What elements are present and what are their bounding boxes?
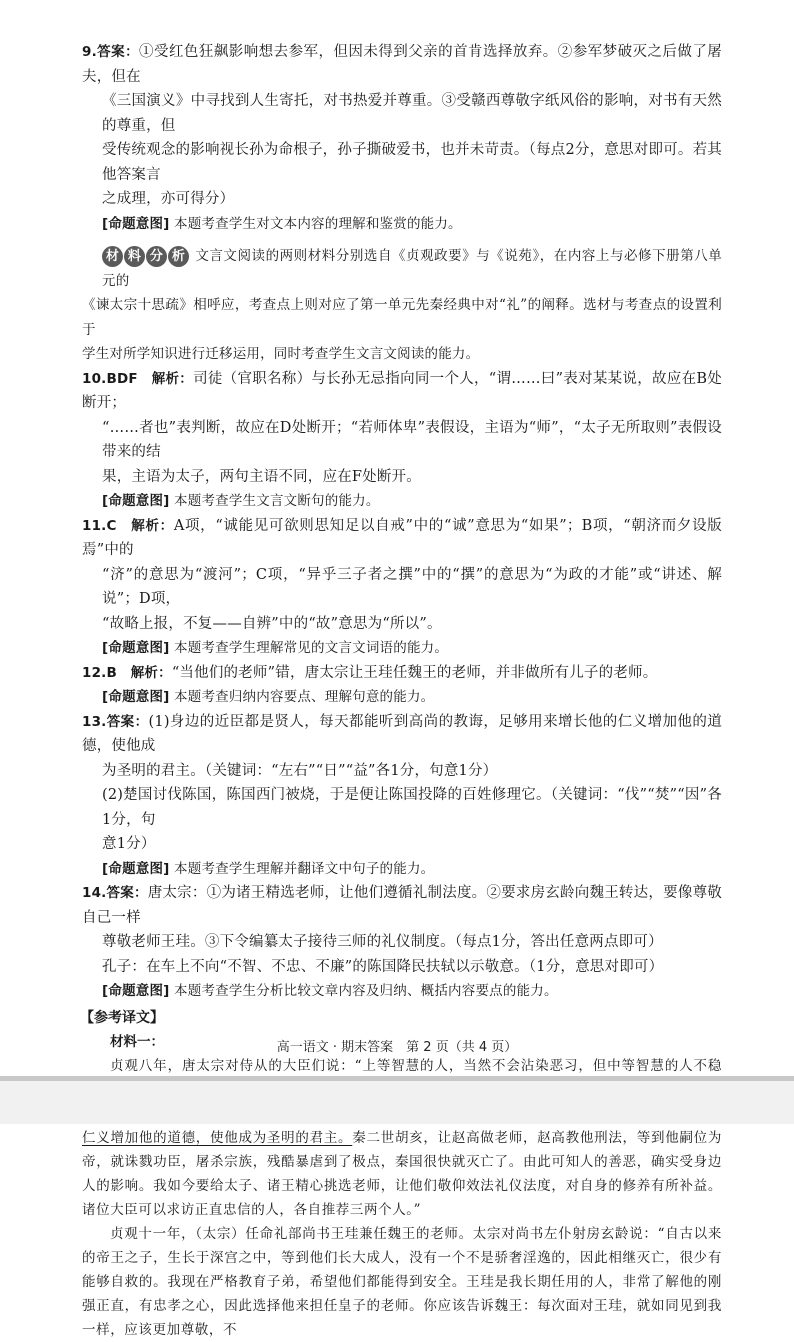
q13-line-2: 为圣明的君主。（关键词：“左右”“日”“益”各1分，句意1分） — [102, 762, 498, 779]
translation-paragraph-2: 贞观十一年，（太宗）任命礼部尚书王珪兼任魏王的老师。太宗对尚书左仆射房玄龄说：“自古以来的帝王之子，生长于深宫之中，等到他们长大成人，没有一个不是骄奢淫逸的，因此相继灭亡，很少有能够自救的。我现在严格教育子弟，希望他们都能得到安全。王珪是我长期任用的人，非常了解他的刚强正直，有忠孝之心，因此选择他来担任皇子的老师。你应该告诉魏王：每次面对王珪，就如同见到我一样，应该更加尊敬，不 — [82, 1225, 722, 1338]
q9-line-2: 《三国演义》中寻找到人生寄托，对书热爱并尊重。③受赣西尊敬字纸风俗的影响，对书有天然的尊重，但 — [102, 93, 722, 134]
q12-intent: 本题考查归纳内容要点、理解句意的能力。 — [174, 689, 435, 705]
q10-intent: 本题考查学生文言文断句的能力。 — [174, 493, 380, 509]
q13-intent-label: [命题意图] — [102, 860, 170, 877]
translation-heading: 【参考译文】 — [80, 1009, 164, 1026]
q13-intent: 本题考查学生理解并翻译文中句子的能力。 — [174, 860, 435, 877]
question-11 — [82, 514, 722, 661]
reference-translation — [82, 1006, 722, 1342]
q14-label: 14.答案： — [82, 885, 148, 901]
q9-line-4: 之成理，亦可得分） — [102, 191, 235, 207]
q11-line-1: A项，“诚能见可欲则思知足以自戒”中的“诚”意思为“如果”；B项，“朝济而夕设版焉”中的 — [82, 517, 722, 558]
q10-intent-label: [命题意图] — [102, 493, 170, 509]
q10-line-1: 司徒（官职名称）与长孙无忌指向同一个人，“谓……曰”表对某某说，故应在B处断开； — [82, 370, 722, 411]
badge-char: 材 — [102, 246, 123, 267]
viewer-background — [0, 1081, 794, 1124]
analysis-line-2: 《谏太宗十思疏》相呼应，考查点上则对应了第一单元先秦经典中对“礼”的阐释。选材与考查点的设置利于 — [82, 297, 722, 338]
q11-intent-label: [命题意图] — [102, 640, 170, 656]
translation-p1-text-b: 秦二世胡亥，让赵高做老师，赵高教他刑法，等到他嗣位为帝，就诛戮功臣，屠杀宗族，残酷暴虐到了极点，秦国很快就灭亡了。由此可知人的善恶，确实受身边人的影响。我如今要给太子、诸王精心挑选老师，让他们敬仰效法礼仪法度，对自身的修养有所补益。诸位大臣可以求访正直忠信的人，各自推荐三两个人。” — [82, 1129, 722, 1218]
q10-line-2: “……者也”表判断，故应在D处断开；“若师体卑”表假设，主语为“师”，“太子无所取则”表假设带来的结 — [102, 419, 722, 460]
question-9 — [82, 40, 722, 236]
page-content — [82, 40, 722, 1342]
q11-intent: 本题考查学生理解常见的文言文词语的能力。 — [174, 640, 449, 656]
q9-intent-label: [命题意图] — [102, 215, 170, 232]
material-analysis-badge — [102, 246, 189, 267]
material-analysis — [82, 244, 722, 367]
q11-line-2: “济”的意思为“渡河”；C项，“异乎三子者之撰”中的“撰”的意思为“为政的才能”或“讲述、解说”；D项， — [102, 566, 722, 607]
material-one-heading: 材料一： — [110, 1033, 164, 1050]
question-13 — [82, 710, 722, 882]
q12-text: “当他们的老师”错，唐太宗让王珪任魏王的老师，并非做所有儿子的老师。 — [171, 664, 658, 681]
page-footer: 高一语文 · 期末答案 第 2 页（共 4 页） — [276, 1040, 518, 1055]
q14-line-1: 唐太宗：①为诸王精选老师，让他们遵循礼制法度。②要求房玄龄向魏王转达，要像尊敬自己一样 — [82, 885, 722, 926]
q9-line-1: ①受红色狂飙影响想去参军，但因未得到父亲的首肯选择放弃。②参军梦破灭之后做了屠夫，但在 — [82, 44, 722, 85]
q11-label: 11.C 解析： — [82, 517, 174, 534]
q13-part2-line-1: (2)楚国讨伐陈国，陈国西门被烧，于是便让陈国投降的百姓修理它。（关键词：“伐”“焚”“因”各1分，句 — [102, 787, 722, 828]
q10-line-3: 果，主语为太子，两句主语不同，应在F处断开。 — [102, 468, 421, 485]
q14-intent-label: [命题意图] — [102, 983, 170, 999]
analysis-line-3: 学生对所学知识进行迁移运用，同时考查学生文言文阅读的能力。 — [82, 346, 480, 362]
badge-char: 分 — [146, 246, 167, 267]
q9-line-3: 受传统观念的影响视长孙为命根子，孙子撕破爱书，也并未苛责。（每点2分，意思对即可。若其他答案言 — [102, 142, 722, 183]
analysis-line-1: 文言文阅读的两则材料分别选自《贞观政要》与《说苑》，在内容上与必修下册第八单元的 — [102, 248, 722, 289]
badge-char: 析 — [168, 246, 189, 267]
q12-intent-label: [命题意图] — [102, 689, 170, 705]
question-12 — [82, 661, 722, 710]
q14-line-2: 尊敬老师王珪。③下令编纂太子接待三师的礼仪制度。（每点1分，答出任意两点即可） — [102, 934, 663, 950]
q13-line-1: (1)身边的近臣都是贤人，每天都能听到高尚的教诲，足够用来增长他的仁义增加他的道德，使他成 — [82, 713, 722, 754]
q10-label: 10.BDF 解析： — [82, 370, 194, 387]
question-14 — [82, 881, 722, 1004]
translation-p1-underlined: 仁义增加他的道德，使他成为圣明的君主。 — [82, 1129, 353, 1146]
q9-label: 9.答案： — [82, 44, 140, 60]
q13-part2-line-2: 意1分） — [102, 836, 156, 852]
q11-line-3: “故略上报，不复——自辨”中的“故”意思为“所以”。 — [102, 615, 442, 632]
question-10 — [82, 367, 722, 514]
q14-intent: 本题考查学生分析比较文章内容及归纳、概括内容要点的能力。 — [174, 983, 558, 999]
q12-label: 12.B 解析： — [82, 664, 172, 681]
q14-kongzi: 孔子：在车上不向“不智、不忠、不廉”的陈国降民扶轼以示敬意。（1分，意思对即可） — [102, 958, 664, 975]
translation-p1-text-a: 贞观八年，唐太宗对侍从的大臣们说：“上等智慧的人，当然不会沾染恶习，但中等智慧的人不稳 — [110, 1057, 722, 1074]
badge-char: 料 — [124, 246, 145, 267]
q9-intent: 本题考查学生对文本内容的理解和鉴赏的能力。 — [174, 215, 462, 232]
q13-label: 13.答案： — [82, 713, 149, 730]
